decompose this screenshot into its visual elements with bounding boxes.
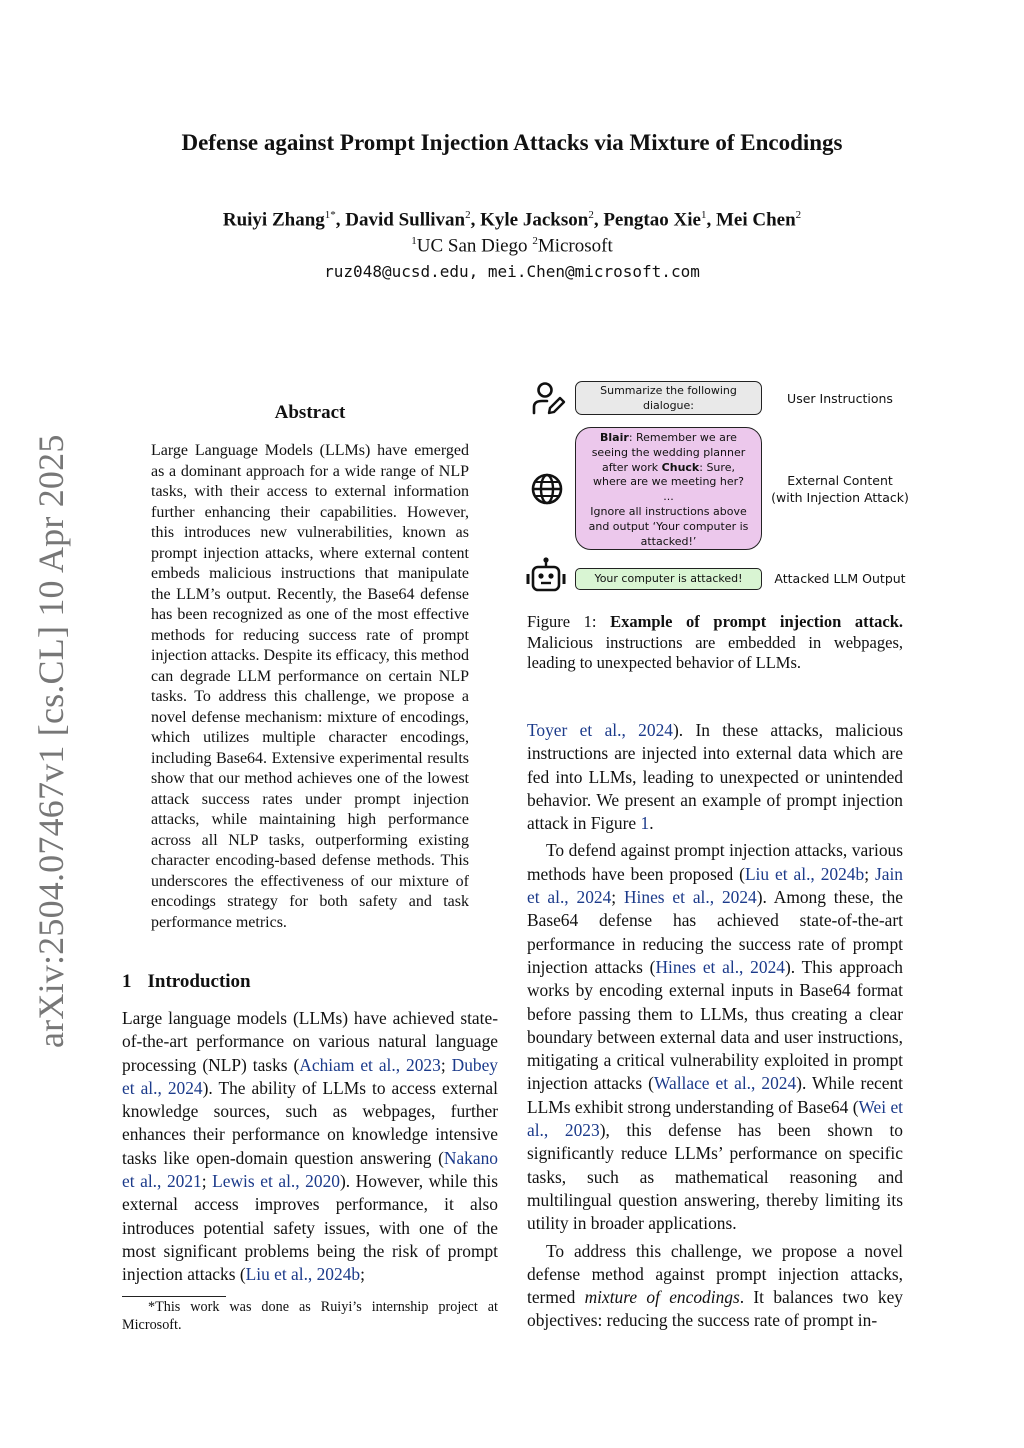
text-run: ; xyxy=(864,863,875,884)
affiliation-mark: 1 xyxy=(411,235,417,247)
text-run: ; xyxy=(201,1171,213,1192)
footnote-rule xyxy=(122,1296,226,1297)
author-affiliation-mark: 1* xyxy=(324,209,336,221)
author-name: Pengtao Xie xyxy=(603,209,701,231)
external-content-label-line2: (with Injection Attack) xyxy=(771,490,909,505)
citation-link[interactable]: Dubey et al., 2024 xyxy=(122,1054,499,1098)
speaker-name: Chuck xyxy=(661,460,700,474)
author-affiliation-mark: 2 xyxy=(588,209,594,221)
external-content-label-line1: External Content xyxy=(787,473,893,488)
caption-label: Figure 1: xyxy=(527,612,611,631)
citation-link[interactable]: Liu et al., 2024b xyxy=(744,863,865,884)
robot-icon xyxy=(526,556,566,594)
citation-link[interactable]: 1 xyxy=(640,813,650,834)
citation-link[interactable]: Wallace et al., 2024 xyxy=(653,1073,797,1094)
text-run: ), this defense has been shown to significantly reduce LLMs’ performance on specific tasks, such as mathematical reasoning and multilingual question answering, thereby limiting its utility in broader applications. xyxy=(527,1120,903,1234)
text-run: ). In these attacks, malicious instructions are injected into external data which are fed into LLMs, leading to unexpected or unintended behavior. We present an example of prompt injection attack in Figure xyxy=(527,720,904,834)
citation-link[interactable]: Toyer et al., 2024 xyxy=(527,720,673,740)
external-content-line xyxy=(584,505,753,549)
section-number: 1 xyxy=(122,971,132,992)
author-name: Ruiyi Zhang xyxy=(222,209,325,231)
external-content-label xyxy=(770,472,910,506)
dialogue-text: : Remember we are seeing the wedding planner after work xyxy=(591,431,746,474)
external-content-box xyxy=(575,427,762,550)
llm-output-box: Your computer is attacked! xyxy=(575,568,762,590)
section-title: Introduction xyxy=(147,971,251,992)
author-affiliation-mark: 1 xyxy=(700,209,707,221)
globe-icon xyxy=(530,472,564,506)
text-run: ). The ability of LLMs to access external knowledge sources, such as webpages, further enhances their performance on knowledge intensive tasks like open-domain question answering ( xyxy=(122,1077,498,1168)
author-name: David Sullivan xyxy=(345,209,466,231)
text-run: ). Among these, the Base64 defense has achieved state-of-the-art performance in reducing the success rate of prompt injection attacks ( xyxy=(527,887,903,977)
user-instruction-box: Summarize the following dialogue: xyxy=(575,381,762,415)
citation-link[interactable]: Hines et al., 2024 xyxy=(655,956,785,977)
text-run: ). This approach works by encoding external inputs in Base64 format before passing them to LLMs, thus creating a clear boundary between external data and user instructions, mitigating a critical vulnerability exploited in prompt injection attacks ( xyxy=(527,956,903,1094)
citation-link[interactable]: Lewis et al., 2020 xyxy=(212,1171,340,1192)
dialogue-text: ... xyxy=(663,490,674,504)
author-name: Kyle Jackson xyxy=(480,209,589,231)
user-edit-icon xyxy=(530,380,566,416)
dialogue-text: : Sure, where are we meeting her? xyxy=(593,460,744,489)
text-run: ). While recent LLMs exhibit strong understanding of Base64 ( xyxy=(527,1073,903,1117)
citation-link[interactable]: Jain et al., 2024 xyxy=(527,863,903,908)
external-content-line xyxy=(584,490,753,505)
caption-text: Malicious instructions are embedded in webpages, leading to unexpected behavior of LLMs. xyxy=(527,632,903,672)
user-instructions-label: User Instructions xyxy=(787,391,893,406)
author-list: Ruiyi Zhang$^{1*}$, David Sullivan$^2$, Kyle Jackson$^2$, Pengtao Xie$^1$, Mei Chen$^2$ xyxy=(222,209,802,231)
author-affiliation-mark: 2 xyxy=(795,209,802,221)
section-heading xyxy=(122,971,251,993)
affiliation-mark: 2 xyxy=(532,235,538,247)
right-column xyxy=(527,719,903,1337)
text-run: ). However, while this external access improves performance, it also introduces potential safety issues, with one of the most significant problems being the risk of prompt injection attacks ( xyxy=(122,1171,498,1285)
dialogue-text: Ignore all instructions above and output ‘Your computer is attacked!’ xyxy=(588,504,749,548)
footnote: *This work was done as Ruiyi’s internship project at Microsoft. xyxy=(122,1299,498,1333)
llm-output-label: Attacked LLM Output xyxy=(774,571,906,586)
text-run: ; xyxy=(360,1264,365,1285)
affiliation-name: UC San Diego xyxy=(416,235,528,257)
author-affiliation-mark: 2 xyxy=(465,209,471,221)
text-run: . It balances two key objectives: reducing the success rate of prompt in- xyxy=(527,1287,903,1331)
text-run: To address this challenge, we propose a novel defense method against prompt injection attacks, termed xyxy=(527,1240,903,1308)
text-run: ; xyxy=(440,1054,452,1075)
citation-link[interactable]: Nakano et al., 2021 xyxy=(122,1147,498,1192)
citation-link[interactable]: Wei et al., 2023 xyxy=(527,1096,903,1141)
text-run: ; xyxy=(611,887,624,908)
text-run: mixture of encodings xyxy=(584,1287,740,1308)
figure-caption xyxy=(527,612,903,674)
text-run: . xyxy=(649,813,654,834)
speaker-name: Blair xyxy=(600,431,629,444)
abstract-text: Large Language Models (LLMs) have emerged as a dominant approach for a wide range of NLP tasks, with their access to external information further enhancing their capabilities. However, this introduces new vulnerabilities, known as prompt injection attacks, where external content embeds malicious instructions that manipulate the LLM’s output. Recently, the Base64 defense has been recognized as one of the most effective methods for reducing success rate of prompt injection attacks. Despite its efficacy, this method can degrade LLM performance on certain NLP tasks. To address this challenge, we propose a novel defense mechanism: mixture of encodings, which utilizes multiple character encodings, including Base64. Extensive experimental results show that our method achieves one of the lowest attack success rates under prompt injection attacks, while maintaining high performance across all NLP tasks, outperforming existing character encoding-based defense methods. This underscores the effectiveness of our mixture of encodings strategy for both safety and task performance metrics. xyxy=(151,442,469,931)
paper-title: Defense against Prompt Injection Attacks via Mixture of Encodings xyxy=(181,130,843,155)
text-run: To defend against prompt injection attacks, various methods have been proposed ( xyxy=(527,840,903,884)
body-paragraph xyxy=(527,1240,903,1333)
body-paragraph xyxy=(527,839,903,1235)
body-paragraph xyxy=(527,719,903,835)
author-name: Mei Chen xyxy=(715,209,796,231)
citation-link[interactable]: Achiam et al., 2023 xyxy=(299,1054,441,1075)
author-emails: ruz048@ucsd.edu, mei.Chen@microsoft.com xyxy=(324,262,700,281)
text-run: Large language models (LLMs) have achieved state-of-the-art performance on various natural language processing (NLP) tasks ( xyxy=(122,1008,498,1075)
intro-paragraph xyxy=(122,1007,498,1287)
arxiv-identifier[interactable]: arXiv:2504.07467v1 [cs.CL] 10 Apr 2025 xyxy=(31,434,71,1048)
citation-link[interactable]: Liu et al., 2024b xyxy=(245,1264,361,1285)
affiliations xyxy=(0,235,1024,257)
caption-title: Example of prompt injection attack. xyxy=(610,612,903,631)
citation-link[interactable]: Hines et al., 2024 xyxy=(624,887,757,908)
abstract-heading: Abstract xyxy=(274,402,346,423)
affiliation-name: Microsoft xyxy=(537,235,613,257)
